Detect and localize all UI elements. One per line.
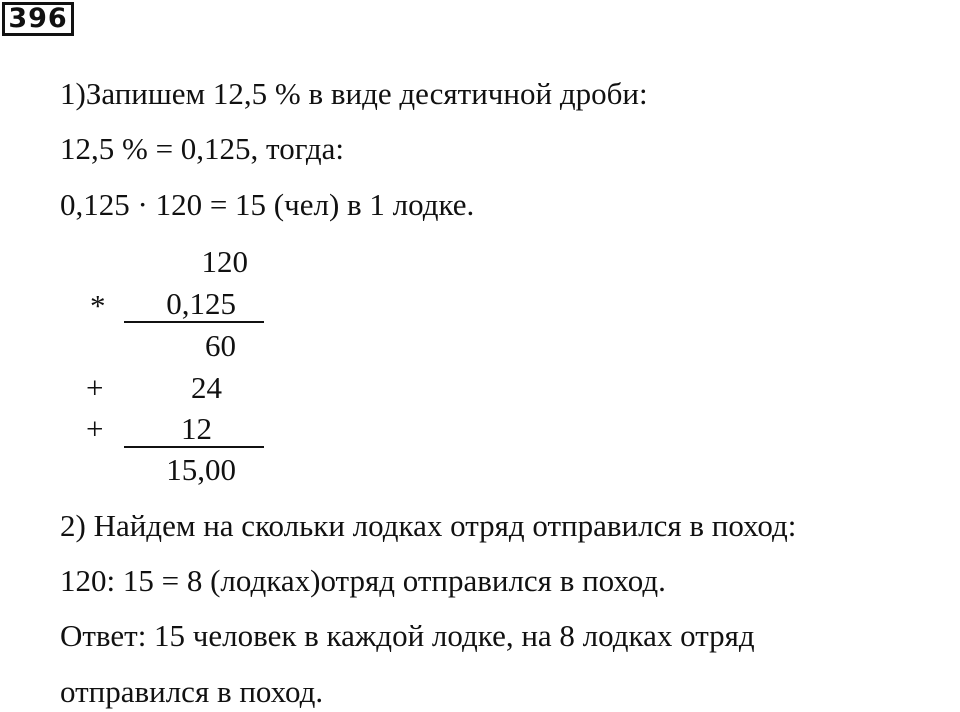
plus-sign-2: + — [86, 411, 104, 446]
product-result: 15,00 — [166, 452, 236, 487]
problem-number-box: 396 — [2, 2, 74, 36]
percent-conversion: 12,5 % = 0,125, тогда: — [60, 131, 345, 166]
multiplier: 0,125 — [166, 286, 236, 321]
multiplication-rule — [124, 321, 264, 323]
multiplicand: 120 — [201, 244, 248, 279]
people-per-boat: 0,125 · 120 = 15 (чел) в 1 лодке. — [60, 187, 475, 222]
partial-product-2: 24 — [191, 370, 222, 405]
multiply-sign: * — [90, 288, 106, 323]
step-2-heading: 2) Найдем на скольки лодках отряд отправился в поход: — [60, 508, 797, 543]
partial-product-1: 60 — [205, 328, 236, 363]
step-1-heading: 1)Запишем 12,5 % в виде десятичной дроби: — [60, 76, 648, 111]
answer-line-2: отправился в поход. — [60, 674, 324, 709]
addition-rule — [124, 446, 264, 448]
partial-product-3: 12 — [181, 411, 212, 446]
answer-line-1: Ответ: 15 человек в каждой лодке, на 8 лодках отряд — [60, 618, 755, 653]
boats-calculation: 120: 15 = 8 (лодках)отряд отправился в поход. — [60, 563, 666, 598]
plus-sign-1: + — [86, 370, 104, 405]
